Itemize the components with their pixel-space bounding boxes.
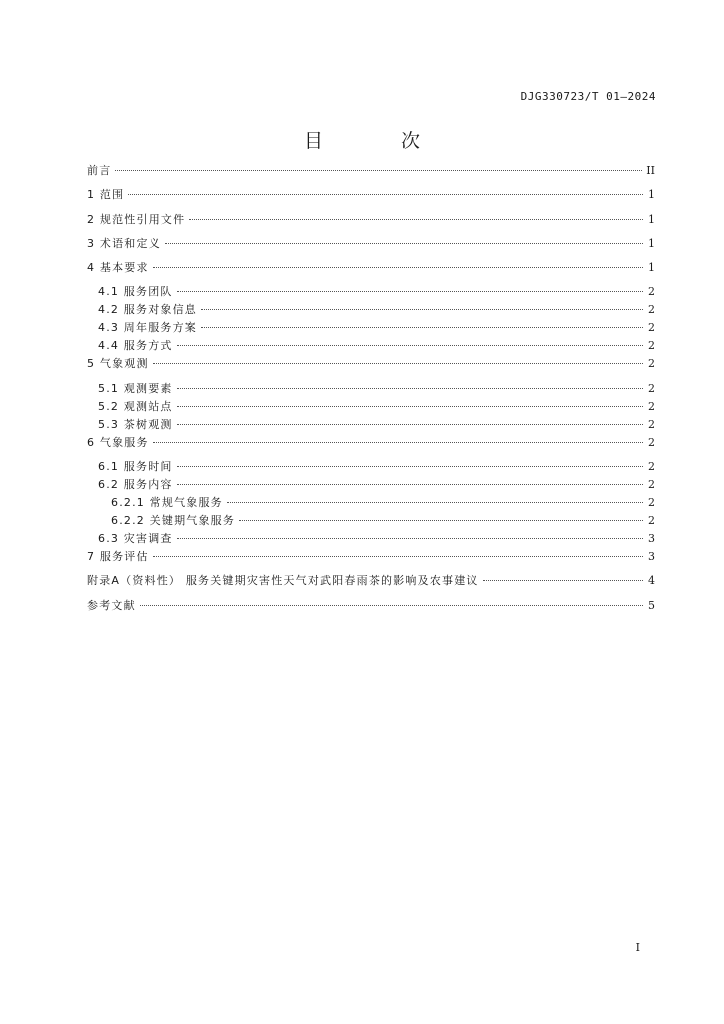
toc-entry-page: 1: [648, 236, 655, 250]
toc-entry-label: 6.3 灾害调查: [98, 532, 173, 546]
toc-entry-label: 5.3 茶树观测: [98, 417, 173, 431]
toc-leader-dots: [177, 538, 643, 539]
toc-entry[interactable]: [87, 398, 655, 416]
toc-entry[interactable]: [87, 380, 655, 398]
toc-entry[interactable]: [87, 211, 655, 235]
toc-entry[interactable]: [87, 476, 655, 494]
toc-entry-page: 2: [648, 496, 655, 510]
toc-entry-label: 1 范围: [87, 188, 125, 202]
document-code: DJG330723/T 01—2024: [520, 90, 656, 103]
toc-entry-label: 6.2.2 关键期气象服务: [111, 514, 236, 528]
toc-entry-page: 5: [648, 598, 655, 612]
toc-entry-label: 5.1 观测要素: [98, 381, 173, 395]
toc-entry-page: 2: [648, 514, 655, 528]
toc-entry-label: 3 术语和定义: [87, 236, 161, 250]
toc-entry[interactable]: [87, 301, 655, 319]
toc-leader-dots: [201, 327, 643, 328]
toc-entry-page: II: [646, 164, 655, 177]
toc-entry-label: 6.2 服务内容: [98, 478, 173, 492]
toc-entry[interactable]: [87, 259, 655, 283]
toc-entry[interactable]: [87, 355, 655, 379]
toc-entry[interactable]: [87, 597, 655, 621]
toc-leader-dots: [153, 442, 643, 443]
toc-leader-dots: [227, 502, 643, 503]
toc-entry[interactable]: [87, 494, 655, 512]
toc-entry-label: 5 气象观测: [87, 357, 149, 371]
toc-entry-page: 2: [648, 399, 655, 413]
toc-entry-label: 附录A（资料性） 服务关键期灾害性天气对武阳春雨茶的影响及农事建议: [87, 574, 479, 588]
toc-entry-label: 4.3 周年服务方案: [98, 321, 197, 335]
toc-entry-label: 4 基本要求: [87, 261, 149, 275]
toc-entry-page: 4: [648, 574, 655, 588]
toc-entry-label: 4.2 服务对象信息: [98, 303, 197, 317]
toc-leader-dots: [115, 170, 642, 171]
toc-entry[interactable]: [87, 235, 655, 259]
toc-title: 目 次: [303, 130, 457, 152]
toc-entry[interactable]: [87, 162, 655, 186]
toc-entry[interactable]: [87, 283, 655, 301]
toc-entry-page: 3: [648, 550, 655, 564]
toc-entry-page: 2: [648, 339, 655, 353]
page-number: I: [635, 941, 640, 954]
toc-entry-label: 参考文献: [87, 598, 136, 612]
toc-entry[interactable]: [87, 512, 655, 530]
toc-entry-label: 2 规范性引用文件: [87, 212, 186, 226]
toc-entry-label: 6.2.1 常规气象服务: [111, 496, 223, 510]
toc-entry-label: 5.2 观测站点: [98, 399, 173, 413]
toc-leader-dots: [189, 219, 643, 220]
toc-entry[interactable]: [87, 319, 655, 337]
toc-leader-dots: [201, 309, 643, 310]
toc-entry-page: 2: [648, 285, 655, 299]
toc-entry-page: 2: [648, 381, 655, 395]
toc-entry-page: 2: [648, 460, 655, 474]
toc-leader-dots: [165, 243, 643, 244]
toc-entry[interactable]: [87, 458, 655, 476]
toc-leader-dots: [153, 267, 643, 268]
toc-entry[interactable]: [87, 416, 655, 434]
toc-leader-dots: [140, 605, 643, 606]
toc-entry[interactable]: [87, 572, 655, 596]
toc-entry-page: 1: [648, 188, 655, 202]
toc-entry[interactable]: [87, 434, 655, 458]
toc-entry-page: 2: [648, 321, 655, 335]
toc-leader-dots: [177, 406, 643, 407]
toc-entry-page: 2: [648, 478, 655, 492]
toc-leader-dots: [153, 556, 643, 557]
toc-leader-dots: [483, 580, 643, 581]
toc-entry-page: 2: [648, 417, 655, 431]
toc-entry-label: 7 服务评估: [87, 550, 149, 564]
toc-entry-page: 3: [648, 532, 655, 546]
toc-entry-page: 2: [648, 357, 655, 371]
toc-entry-page: 1: [648, 261, 655, 275]
toc-entry-label: 6.1 服务时间: [98, 460, 173, 474]
toc-leader-dots: [177, 484, 643, 485]
toc-entry[interactable]: [87, 337, 655, 355]
toc-leader-dots: [177, 424, 643, 425]
toc-leader-dots: [177, 388, 643, 389]
toc-entry-label: 4.4 服务方式: [98, 339, 173, 353]
toc-leader-dots: [153, 363, 643, 364]
toc-entry-page: 1: [648, 212, 655, 226]
toc-entry-label: 6 气象服务: [87, 435, 149, 449]
toc-leader-dots: [177, 345, 643, 346]
toc-leader-dots: [177, 466, 643, 467]
toc-entry-page: 2: [648, 303, 655, 317]
toc-entry[interactable]: [87, 530, 655, 548]
toc-entry-label: 4.1 服务团队: [98, 285, 173, 299]
toc-entry-page: 2: [648, 435, 655, 449]
toc-leader-dots: [177, 291, 643, 292]
toc-entry[interactable]: [87, 186, 655, 210]
toc-entry[interactable]: [87, 548, 655, 572]
toc-entry-label: 前言: [87, 164, 112, 177]
toc-leader-dots: [128, 194, 643, 195]
toc-leader-dots: [239, 520, 643, 521]
toc-list: [87, 162, 655, 621]
